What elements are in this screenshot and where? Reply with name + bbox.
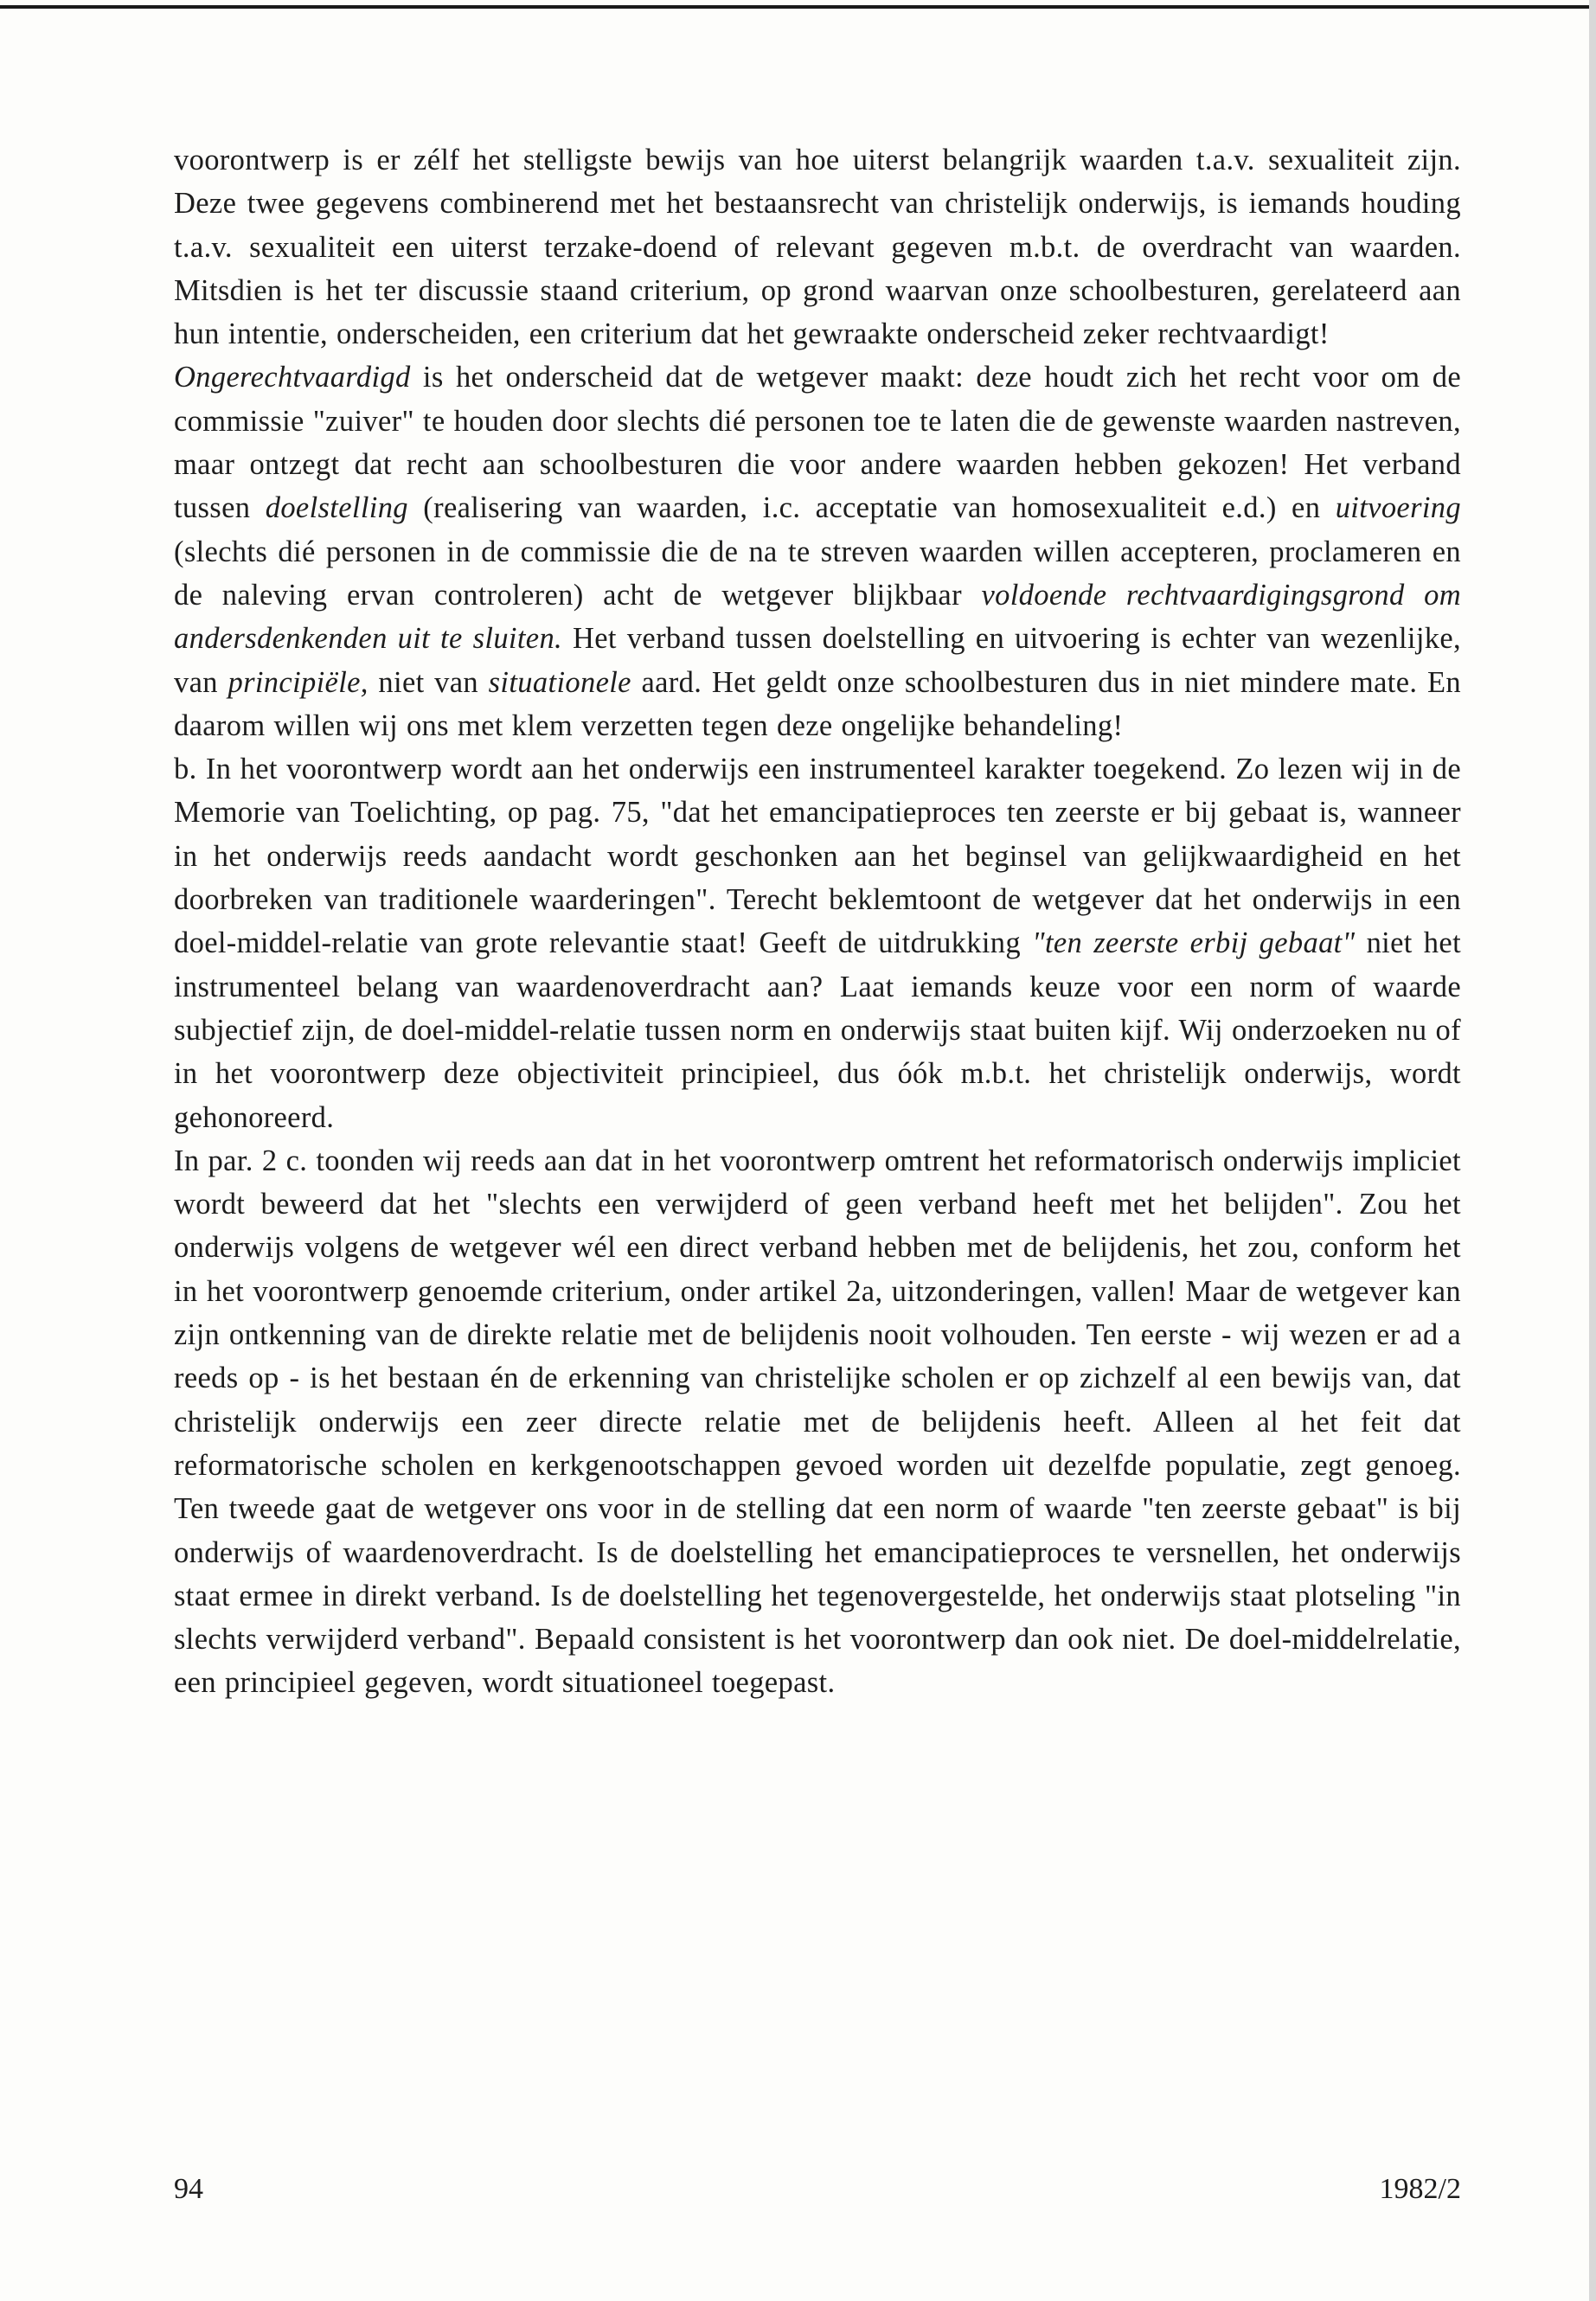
text-segment-italic: "ten zeerste erbij gebaat" xyxy=(1032,926,1356,960)
body-text xyxy=(174,138,1461,1705)
text-segment-italic: uitvoering xyxy=(1335,491,1461,525)
text-segment: niet het instrumenteel belang van waardenoverdracht aan? Laat iemands keuze voor een norm of waarde subjectief zijn, de doel-middel-relatie tussen norm en onderwijs staat buiten kijf. Wij onderzoeken nu of in het voorontwerp deze objectiviteit principieel, dus óók m.b.t. het christelijk onderwijs, wordt gehonoreerd. xyxy=(174,926,1462,1134)
page-edge-shadow xyxy=(1589,0,1596,2301)
paragraph-2 xyxy=(174,356,1461,747)
paragraph-4 xyxy=(174,1139,1461,1705)
paragraph-1 xyxy=(174,138,1461,356)
text-segment: (slechts dié personen in de commissie die de na te streven waarden willen accepteren, proclameren en de naleving ervan controleren) acht de wetgever blijkbaar xyxy=(174,535,1461,612)
text-segment: Het verband tussen doelstelling en uitvoering is echter van wezenlijke, van xyxy=(174,622,1461,699)
text-segment: niet van xyxy=(368,665,489,699)
text-segment-italic: situationele xyxy=(488,665,631,699)
top-border-line xyxy=(0,5,1596,9)
text-segment: In par. 2 c. toonden wij reeds aan dat in het voorontwerp omtrent het reformatorisch onderwijs impliciet wordt beweerd dat het "slechts een verwijderd of geen verband heeft met het belijden". Zou het onderwijs volgens de wetgever wél een direct verband hebben met de belijdenis, het zou, conform het in het voorontwerp genoemde criterium, onder artikel 2a, uitzonderingen, vallen! Maar de wetgever kan zijn ontkenning van de direkte relatie met de belijdenis nooit volhouden. Ten eerste - wij wezen er ad a reeds op - is het bestaan én de erkenning van christelijke scholen er op zichzelf al een bewijs van, dat christelijk onderwijs een zeer directe relatie met de belijdenis heeft. Alleen al het feit dat reformatorische scholen en kerkgenootschappen gevoed worden uit dezelfde populatie, zegt genoeg. Ten tweede gaat de wetgever ons voor in de stelling dat een norm of waarde "ten zeerste gebaat" is bij onderwijs of waardenoverdracht. Is de doelstelling het emancipatieproces te versnellen, het onderwijs staat ermee in direkt verband. Is de doelstelling het tegenovergestelde, het onderwijs staat plotseling "in slechts verwijderd verband". Bepaald consistent is het voorontwerp dan ook niet. De doel-middelrelatie, een principieel gegeven, wordt situationeel toegepast. xyxy=(174,1144,1461,1700)
text-segment: is het onderscheid dat de wetgever maakt: deze houdt zich het recht voor om de commissie "zuiver" te houden door slechts dié personen toe te laten die de gewenste waarden nastreven, maar ontzegt dat recht aan schoolbesturen die voor andere waarden hebben gekozen! Het verband tussen xyxy=(174,361,1461,525)
text-segment-italic: doelstelling xyxy=(265,491,408,525)
text-segment: b. In het voorontwerp wordt aan het onderwijs een instrumenteel karakter toegekend. Zo lezen wij in de Memorie van Toelichting, op pag. 75, "dat het emancipatieproces ten zeerste er bij gebaat is, wanneer in het onderwijs reeds aandacht wordt geschonken aan het beginsel van gelijkwaardigheid en het doorbreken van traditionele waarderingen". Terecht beklemtoont de wetgever dat het onderwijs in een doel-middel-relatie van grote relevantie staat! Geeft de uitdrukking xyxy=(174,753,1461,960)
text-segment: voorontwerp is er zélf het stelligste bewijs van hoe uiterst belangrijk waarden t.a.v. sexualiteit zijn. Deze twee gegevens combinerend met het bestaansrecht van christelijk onderwijs, is iemands houding t.a.v. sexualiteit een uiterst terzake-doend of relevant gegeven m.b.t. de overdracht van waarden. Mitsdien is het ter discussie staand criterium, op grond waarvan onze schoolbesturen, gerelateerd aan hun intentie, onderscheiden, een criterium dat het gewraakte onderscheid zeker rechtvaardigt! xyxy=(174,144,1461,351)
text-segment-italic: Ongerechtvaardigd xyxy=(174,361,411,394)
page-number: 94 xyxy=(174,2173,203,2205)
paragraph-3 xyxy=(174,747,1461,1139)
text-segment-italic: voldoende rechtvaardigingsgrond om andersdenkenden uit te sluiten. xyxy=(174,578,1461,656)
text-segment-italic: principiële, xyxy=(228,665,369,699)
issue-number: 1982/2 xyxy=(1379,2173,1461,2205)
text-segment: aard. Het geldt onze schoolbesturen dus in niet mindere mate. En daarom willen wij ons met klem verzetten tegen deze ongelijke behandeling! xyxy=(174,665,1462,742)
text-segment: (realisering van waarden, i.c. acceptatie van homosexualiteit e.d.) en xyxy=(407,491,1336,525)
